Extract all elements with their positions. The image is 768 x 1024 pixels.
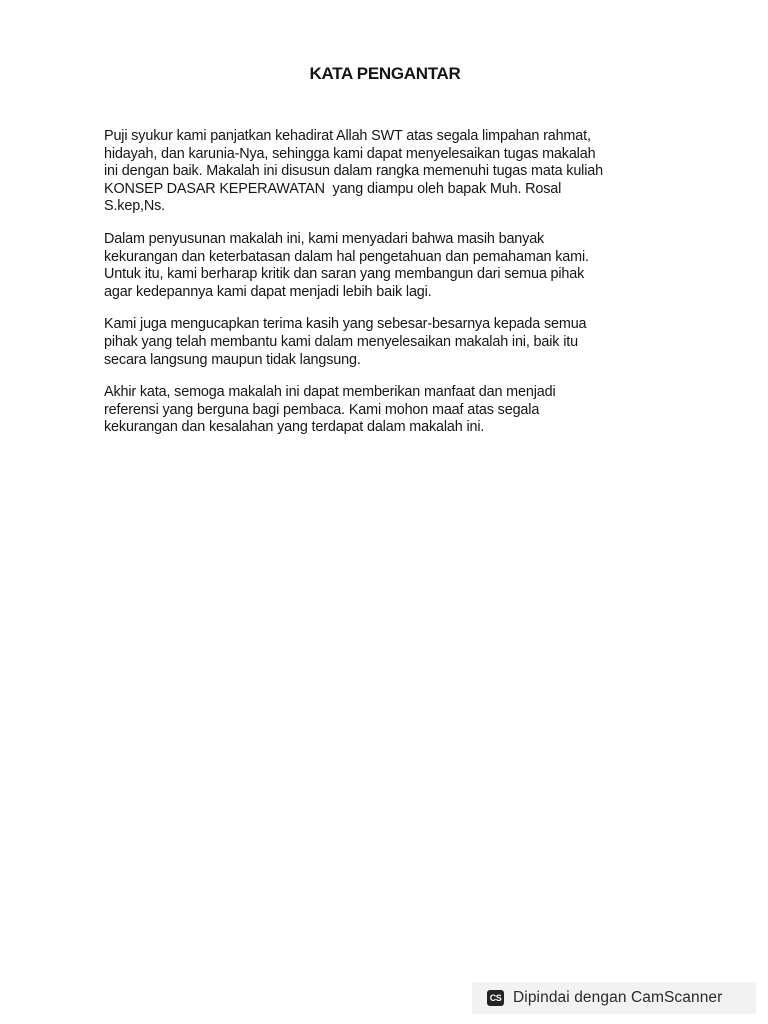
document-body <box>104 128 674 452</box>
text-line: Puji syukur kami panjatkan kehadirat Allah SWT atas segala limpahan rahmat, <box>104 128 591 144</box>
camscanner-watermark <box>472 982 756 1014</box>
paragraph-4 <box>104 384 674 437</box>
text-line: KONSEP DASAR KEPERAWATAN yang diampu oleh bapak Muh. Rosal <box>104 180 562 197</box>
text-line: Kami juga mengucapkan terima kasih yang sebesar-besarnya kepada semua <box>104 316 587 333</box>
text-line: S.kep,Ns. <box>104 198 166 215</box>
camscanner-logo-icon: CS <box>487 990 504 1006</box>
page-title: KATA PENGANTAR <box>309 64 461 83</box>
text-line: referensi yang berguna bagi pembaca. Kami mohon maaf atas segala <box>104 401 540 418</box>
text-line: Untuk itu, kami berharap kritik dan saran yang membangun dari semua pihak <box>104 266 585 283</box>
text-line: Dalam penyusunan makalah ini, kami menyadari bahwa masih banyak <box>104 230 545 247</box>
camscanner-label: Dipindai dengan CamScanner <box>513 989 723 1006</box>
text-line: kekurangan dan keterbatasan dalam hal pengetahuan dan pemahaman kami. <box>104 248 589 265</box>
text-line: hidayah, dan karunia-Nya, sehingga kami dapat menyelesaikan tugas makalah <box>104 145 596 162</box>
text-line: agar kedepannya kami dapat menjadi lebih baik lagi. <box>104 283 432 300</box>
text-line: pihak yang telah membantu kami dalam menyelesaikan makalah ini, baik itu <box>104 333 578 350</box>
paragraph-1 <box>104 128 674 216</box>
text-line: kekurangan dan kesalahan yang terdapat dalam makalah ini. <box>104 419 485 436</box>
text-line: ini dengan baik. Makalah ini disusun dalam rangka memenuhi tugas mata kuliah <box>104 163 603 180</box>
text-line: secara langsung maupun tidak langsung. <box>104 351 361 368</box>
paragraph-3 <box>104 316 674 369</box>
paragraph-2 <box>104 231 674 301</box>
text-line: Akhir kata, semoga makalah ini dapat memberikan manfaat dan menjadi <box>104 384 556 401</box>
